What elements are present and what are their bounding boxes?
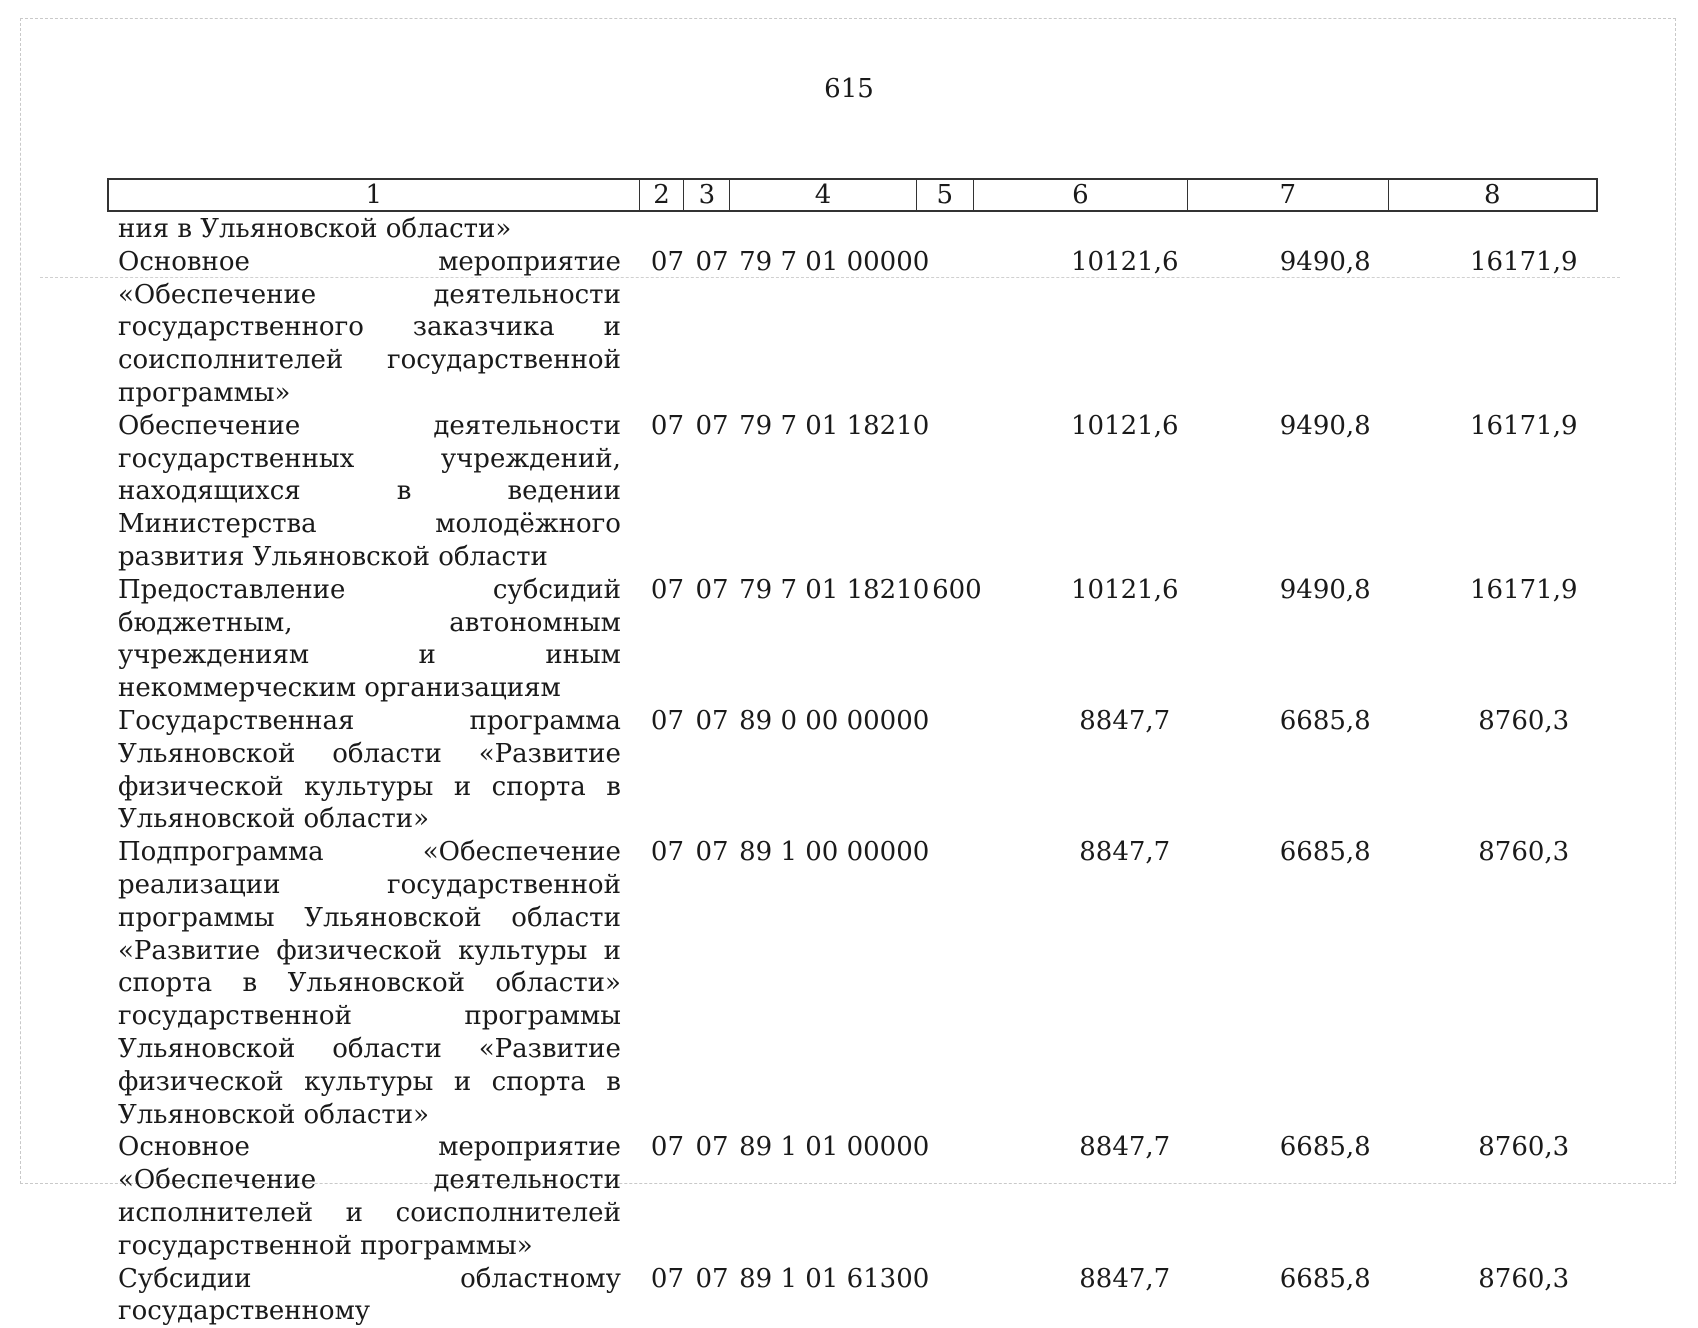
row-amount-1: 10121,6 [1051,410,1200,443]
table-row [118,246,1598,410]
row-subsection: 07 [696,705,736,738]
table-row [118,1131,1598,1262]
row-target-code: 89 1 01 61300 [739,1263,919,1296]
row-description: Государственная программа Ульяновской области «Развитие физической культуры и спорта в Ульяновской области» [118,705,621,836]
header-col-1: 1 [109,180,640,210]
row-description: Обеспечение деятельности государственных учреждений, находящихся в ведении Министерства молодёжного развития Ульяновской области [118,410,621,574]
row-section: 07 [651,246,691,279]
row-section: 07 [651,836,691,869]
row-description: Основное мероприятие «Обеспечение деятельности исполнителей и соисполнителей государственной программы» [118,1131,621,1262]
table-row [118,836,1598,1131]
header-col-7: 7 [1188,180,1388,210]
row-expense-type: 600 [932,574,991,607]
row-amount-2: 9490,8 [1251,574,1400,607]
row-amount-3: 16171,9 [1450,246,1599,279]
row-section: 07 [651,705,691,738]
row-target-code: 79 7 01 18210 [739,410,919,443]
row-section: 07 [651,1131,691,1164]
row-amount-3: 8760,3 [1450,836,1599,869]
row-amount-2: 6685,8 [1251,1263,1400,1296]
header-col-6: 6 [974,180,1188,210]
header-col-8: 8 [1389,180,1596,210]
header-col-3: 3 [684,180,730,210]
row-description: Основное мероприятие «Обеспечение деятельности государственного заказчика и соисполнителей государственной программы» [118,246,621,410]
continuation-row [118,213,1598,246]
row-amount-2: 6685,8 [1251,705,1400,738]
row-subsection: 07 [696,1263,736,1296]
row-section: 07 [651,410,691,443]
row-description: Подпрограмма «Обеспечение реализации государственной программы Ульяновской области «Развитие физической культуры и спорта в Ульяновской области» государственной программы Ульяновской области «Развитие физической культуры и спорта в Ульяновской области» [118,836,621,1131]
row-subsection: 07 [696,246,736,279]
table-body [118,213,1598,1328]
header-col-4: 4 [730,180,917,210]
header-col-5: 5 [917,180,974,210]
row-section: 07 [651,574,691,607]
row-target-code: 89 1 00 00000 [739,836,919,869]
row-target-code: 89 1 01 00000 [739,1131,919,1164]
row-amount-2: 9490,8 [1251,246,1400,279]
row-description: Субсидии областному государственному [118,1263,621,1328]
continuation-text: ния в Ульяновской области» [118,213,626,246]
row-amount-1: 10121,6 [1051,246,1200,279]
row-subsection: 07 [696,1131,736,1164]
row-target-code: 89 0 00 00000 [739,705,919,738]
row-subsection: 07 [696,574,736,607]
row-amount-3: 8760,3 [1450,1131,1599,1164]
table-row [118,410,1598,574]
row-target-code: 79 7 01 00000 [739,246,919,279]
row-amount-1: 8847,7 [1051,1131,1200,1164]
row-amount-1: 8847,7 [1051,705,1200,738]
row-subsection: 07 [696,836,736,869]
row-amount-1: 8847,7 [1051,1263,1200,1296]
row-target-code: 79 7 01 18210 [739,574,919,607]
row-amount-3: 16171,9 [1450,410,1599,443]
row-amount-3: 16171,9 [1450,574,1599,607]
row-amount-2: 6685,8 [1251,836,1400,869]
header-col-2: 2 [640,180,685,210]
table-row [118,705,1598,836]
row-amount-3: 8760,3 [1450,705,1599,738]
row-amount-1: 10121,6 [1051,574,1200,607]
table-row [118,1263,1598,1328]
row-amount-2: 9490,8 [1251,410,1400,443]
page-number: 615 [0,74,1698,104]
row-section: 07 [651,1263,691,1296]
row-description: Предоставление субсидий бюджетным, автономным учреждениям и иным некоммерческим организациям [118,574,621,705]
row-amount-3: 8760,3 [1450,1263,1599,1296]
table-row [118,574,1598,705]
row-subsection: 07 [696,410,736,443]
row-amount-2: 6685,8 [1251,1131,1400,1164]
row-amount-1: 8847,7 [1051,836,1200,869]
table-header [107,178,1598,212]
